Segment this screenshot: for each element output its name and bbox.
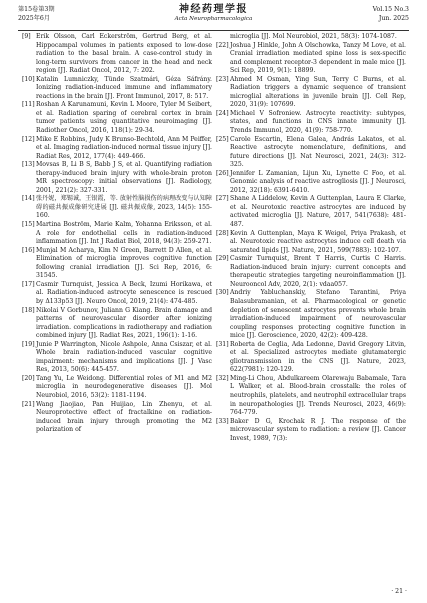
reference-text: Nikolai V Gorbunov, Juliann G Kiang. Brain damage and patterns of neurovascular disorder after ionizing irradiation. complications in radiotherapy and radiation combined injury [J]. Radiat Res, 2021, 196(1): 1-16.	[36, 306, 212, 340]
page-number: · 21 ·	[391, 588, 407, 595]
reference-item	[216, 76, 406, 110]
reference-item	[216, 341, 406, 375]
reference-item	[22, 307, 212, 341]
reference-text: Mike E Robbins, Judy K Brunso-Bechtold, Ann M Peiffer, et al. Imaging radiation-induced normal tissue injury [J]. Radiat Res, 2012, 177(4): 449-466.	[36, 135, 212, 160]
issue-line: 第15卷第3期	[18, 6, 55, 13]
reference-number: [26]	[216, 169, 229, 177]
reference-item	[22, 33, 212, 76]
reference-number: [9]	[22, 33, 31, 40]
reference-item	[22, 76, 212, 102]
journal-title	[18, 4, 409, 23]
reference-item	[216, 289, 406, 340]
reference-number: [13]	[22, 161, 35, 169]
reference-text: microglia [J]. Mol Neurobiol, 2021, 58(3): 1074-1087.	[230, 33, 397, 40]
reference-text: Andriy Yabluchanskiy, Stefano Tarantini, Priya Balasubramanian, et al. Pharmacological or genetic depletion of senescent astrocytes prevents whole brain irradiation-induced impairment of neurovascular coupling responses protecting cognitive function in mice [J]. Geroscience, 2020, 42(2): 409-428.	[230, 289, 406, 340]
reference-number: [32]	[216, 374, 229, 382]
reference-number: [24]	[216, 109, 229, 117]
reference-item	[22, 247, 212, 281]
reference-number: [16]	[22, 246, 35, 254]
reference-text: Tang Yu, Le Weidong. Differential roles of M1 and M2 microglia in neurodegenerative diseases [J]. Mol Neurobiol, 2016, 53(2): 1181-1194.	[36, 374, 212, 399]
reference-item	[22, 341, 212, 375]
reference-item	[216, 42, 406, 76]
reference-number: [25]	[216, 135, 229, 143]
reference-text: Michael V Sofroniew. Astrocyte reactivity: subtypes, states, and functions in CNS innate immunity [J]. Trends Immunol, 2020, 41(9): 758-770.	[230, 109, 406, 135]
reference-number: [27]	[216, 195, 229, 203]
reference-text: Ahmed M Osman, Ying Sun, Terry C Burns, et al. Radiation triggers a dynamic sequence of transient microglial alterations in juvenile brain [J]. Cell Rep, 2020, 31(9): 107699.	[230, 75, 406, 109]
reference-number: [12]	[22, 135, 35, 143]
journal-name-en: Acta Neuropharmacologica	[174, 16, 253, 22]
reference-text: Roberta de Ceglia, Ada Ledonne, David Gregory Litvin, et al. Specialized astrocytes mediate glutamatergic gliotransmission in the CNS [J]. Nature, 2023, 622(7981): 120-129.	[230, 340, 406, 374]
month-line: Jun. 2025	[378, 14, 409, 22]
date-line: 2025年6月	[18, 14, 51, 22]
reference-item	[216, 255, 406, 289]
reference-number: [23]	[216, 75, 229, 83]
reference-item	[216, 33, 406, 42]
reference-number: [19]	[22, 340, 35, 348]
reference-text: Erik Olsson, Carl Eckerström, Gertrud Berg, et al. Hippocampal volumes in patients exposed to low-dose radiation to the basal brain. A case-control study in long-term survivors from cancer in the head and neck region [J]. Radiat Oncol, 2012, 7: 202.	[36, 33, 212, 75]
header-rule	[18, 30, 409, 31]
reference-number: [11]	[22, 101, 35, 109]
reference-text: Munjal M Acharya, Kim N Green, Barrett D Allen, et al. Elimination of microglia improves cognitive function following cranial irradiation [J]. Sci Rep, 2016, 6: 31545.	[36, 246, 212, 280]
reference-text: Martina Boström, Marie Kalm, Yohanna Eriksson, et al. A role for endothelial cells in radiation-induced inflammation [J]. Int J Radiat Biol, 2018, 94(3): 259-271.	[36, 221, 212, 246]
reference-item	[22, 375, 212, 401]
reference-text: Shane A Liddelow, Kevin A Guttenplan, Laura E Clarke, et al. Neurotoxic reactive astrocytes are induced by activated microglia [J]. Nature, 2017, 541(7638): 481-487.	[230, 195, 406, 229]
reference-item	[22, 161, 212, 195]
reference-number: [29]	[216, 255, 229, 263]
reference-text: Wang Jiaojiao, Pan Huijiao, Lin Zhenyu, et al. Neuroprotective effect of fractalkine on radiation-induced brain injury through promoting the M2 polarization of	[36, 400, 212, 434]
reference-item	[216, 418, 406, 444]
reference-number: [22]	[216, 41, 229, 49]
reference-item	[22, 281, 212, 307]
volume-info	[373, 6, 409, 23]
reference-item	[22, 136, 212, 162]
reference-text: Casmir Turnquist, Brent T Harris, Curtis C Harris. Radiation-induced brain injury: current concepts and therapeutic strategies targeting neuroinflammation [J]. Neurooncol Adv, 2020, 2(1): vdaa057.	[230, 255, 406, 288]
journal-name-cn: 神经药理学报	[179, 4, 248, 15]
reference-item	[22, 221, 212, 247]
volume-line: Vol.15 No.3	[372, 6, 409, 13]
reference-item	[216, 170, 406, 196]
reference-column-left	[22, 33, 212, 435]
reference-number: [17]	[22, 280, 35, 288]
reference-number: [14]	[22, 195, 35, 203]
reference-item	[22, 401, 212, 435]
reference-text: Casmir Turnquist, Jessica A Beck, Izumi Horikawa, et al. Radiation-induced astrocyte senescence is rescued by Δ133p53 [J]. Neuro Oncol, 2019, 21(4): 474-485.	[36, 280, 212, 305]
reference-column-right	[216, 33, 406, 443]
reference-text: Katalin Lumniczky, Tünde Szatmári, Géza Sáfrány. Ionizing radiation-induced immune and inflammatory reactions in the brain [J]. Front Immunol, 2017, 8: 517.	[36, 75, 212, 100]
reference-text: 张丹妮，郑锡诚，王银霞，等. 放射性脑损伤的病理改变与认知障碍的磁共振成像研究进展 [J]. 磁共振成像, 2023, 14(5): 155-160.	[36, 195, 212, 220]
reference-number: [20]	[22, 374, 35, 382]
reference-number: [15]	[22, 221, 35, 229]
reference-text: Ming-Li Chou, Abdulkareem Olarewaju Babamale, Tara L Walker, et al. Blood-brain crosstalk: the roles of neutrophils, platelets, and neutrophil extracellular traps in neuropathologies [J]. Trends Neurosci, 2023, 46(9): 764-779.	[230, 374, 406, 417]
reference-item	[216, 230, 406, 256]
reference-item	[216, 195, 406, 229]
reference-number: [33]	[216, 417, 229, 425]
reference-item	[22, 101, 212, 135]
reference-number: [10]	[22, 75, 35, 83]
reference-text: Baker D G, Krochak R J. The response of the microvascular system to radiation: a review [J]. Cancer Invest, 1989, 7(3):	[230, 417, 406, 442]
reference-text: Carole Escartin, Elena Galea, András Lakatos, et al. Reactive astrocyte nomenclature, definitions, and future directions [J]. Nat Neurosci, 2021, 24(3): 312-325.	[230, 135, 406, 169]
reference-item	[216, 375, 406, 418]
reference-number: [18]	[22, 306, 35, 314]
reference-item	[216, 136, 406, 170]
reference-text: Movsas B, Li B S, Babb J S, et al. Quantifying radiation therapy-induced brain injury with whole-brain proton MR spectroscopy: initial observations [J]. Radiology, 2001, 221(2): 327-331.	[36, 161, 212, 194]
reference-text: Junie P Warrington, Nicole Ashpole, Anna Csiszar, et al. Whole brain radiation-induced vascular cognitive impairment: mechanisms and implications [J]. J Vasc Res, 2013, 50(6): 445-457.	[36, 340, 212, 374]
reference-number: [30]	[216, 289, 229, 297]
reference-item	[22, 195, 212, 221]
reference-text: Roshan A Karunamuni, Kevin L Moore, Tyler M Seibert, et al. Radiation sparing of cerebral cortex in brain tumor patients using quantitative neuroimaging [J]. Radiother Oncol, 2016, 118(1): 29-34.	[36, 101, 212, 135]
reference-number: [21]	[22, 400, 35, 408]
reference-item	[216, 110, 406, 136]
reference-number: [31]	[216, 340, 229, 348]
running-header	[18, 4, 409, 30]
reference-text: Joshua J Hinkle, John A Olschowka, Tanzy M Love, et al. Cranial irradiation mediated spine loss is sex-specific and complement receptor-3 dependent in male mice [J]. Sci Rep, 2019, 9(1): 18899.	[230, 41, 406, 75]
reference-number: [28]	[216, 229, 229, 237]
reference-text: Jennifer L Zamanian, Lijun Xu, Lynette C Foo, et al. Genomic analysis of reactive astrogliosis [J]. J Neurosci, 2012, 32(18): 6391-6410.	[230, 169, 406, 194]
reference-text: Kevin A Guttenplan, Maya K Weigel, Priya Prakash, et al. Neurotoxic reactive astrocytes induce cell death via saturated lipids [J]. Nature, 2021, 599(7883): 102-107.	[230, 229, 406, 254]
